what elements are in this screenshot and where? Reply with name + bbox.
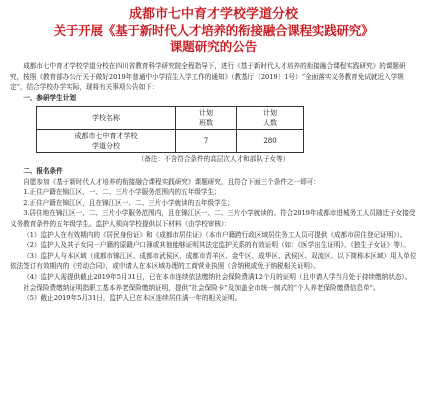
material-item: （1）监护人在有效期内的《居民身份证》和《成都市居住证》（本市户籍跨行政区域居住务工人员可提供《成都市居住登记证明》）。 xyxy=(23,230,407,239)
conditions-intro: 自愿参加《基于新时代人才培养的衔接融合课程实践研究》课题研究，且符合下面三个条件之一即可： xyxy=(23,177,320,186)
document-header xyxy=(10,0,417,55)
plan-table-header-row xyxy=(37,107,304,130)
header-plan-students: 计划 人数 xyxy=(237,107,304,130)
header-plan-classes: 计划 班数 xyxy=(176,107,237,130)
title-line-2: 关于开展《基于新时代人才培养的衔接融合课程实践研究》 xyxy=(53,23,374,38)
document-body xyxy=(10,61,417,304)
plan-table-row xyxy=(37,130,304,153)
material-item: （4）监护人需提供截止2019年5月31日，已在本市连续依法缴纳社会保险费满12个月的证明（且申请人学当月处于持续缴纳状态）。 xyxy=(23,272,412,281)
social-insurance-note: 社会保险费缴纳证明指职工基本养老保险缴纳证明，提供“社会保险卡”及加盖全市统一制式的“个人养老保险缴费信息单”。 xyxy=(23,283,380,292)
section-2-title: 二、报名条件 xyxy=(23,166,63,175)
condition-item: 1.正住户籍在锦江区、一、二、三片小学服务范围内的五年级学生； xyxy=(23,188,221,197)
plan-table xyxy=(36,106,304,153)
material-item: （2）监护人及其子女同一户籍的原籍户口簿或其他能够证明其法定监护关系的有效证明（如：《医学出生证明》、《独生子女证》等）。 xyxy=(23,241,410,250)
condition-item: 3.居住地在锦江区一、二、三片小学服务范围内，且在锦江区一、二、三片小学就读的、符合2019年成都市进城务工人员随迁子女接受义务教育条件的五年级学生。监护人须向学校提供以下材料（由学校审核）： xyxy=(10,209,416,228)
material-item-5: （5）截止2019年5月31日，监护人已在本区连续居住满一年的相关证明。 xyxy=(23,294,242,303)
section-1-title: 一、参研学生计划 xyxy=(23,93,76,102)
title-line-3: 课题研究的公告 xyxy=(169,39,258,54)
material-item: （3）监护人与本区域（成都市锦江区、成都市武侯区、成都市青羊区、金牛区、成华区、武侯区、双流区、以下简称本区域）用人单位依法签订有效期内的《劳动合同》，或申请人在本区域办理的工商营业执照（含纳税或免于纳税相关证明）。 xyxy=(10,251,417,271)
title-line-1: 成都市七中育才学校学道分校 xyxy=(128,7,298,22)
condition-item: 2.正住户籍在锦江区，且在锦江区一、二、三片小学就读的五年级学生； xyxy=(23,198,234,207)
header-school-name: 学校名称 xyxy=(37,107,176,130)
cell-school-name: 成都市七中育才学校 学道分校 xyxy=(37,130,176,153)
cell-plan-classes: 7 xyxy=(176,130,237,153)
cell-plan-students: 280 xyxy=(237,130,304,153)
table-note: （备注：不含符合条件的高层次人才和部队子女等） xyxy=(137,155,290,164)
intro-paragraph: 成都市七中育才学校学道分校在四川省教育科学研究院全程指导下，进行《基于新时代人才培养的衔接融合课程实践研究》的课题研究，按照《教育部办公厅关于做好2019年普通中小学招生入学工作的通知》（教基厅〔2019〕1号）“全面落实义务教育免试就近入学规定”，结合学校办学实际，现将有关事项公告如下： xyxy=(10,62,406,92)
